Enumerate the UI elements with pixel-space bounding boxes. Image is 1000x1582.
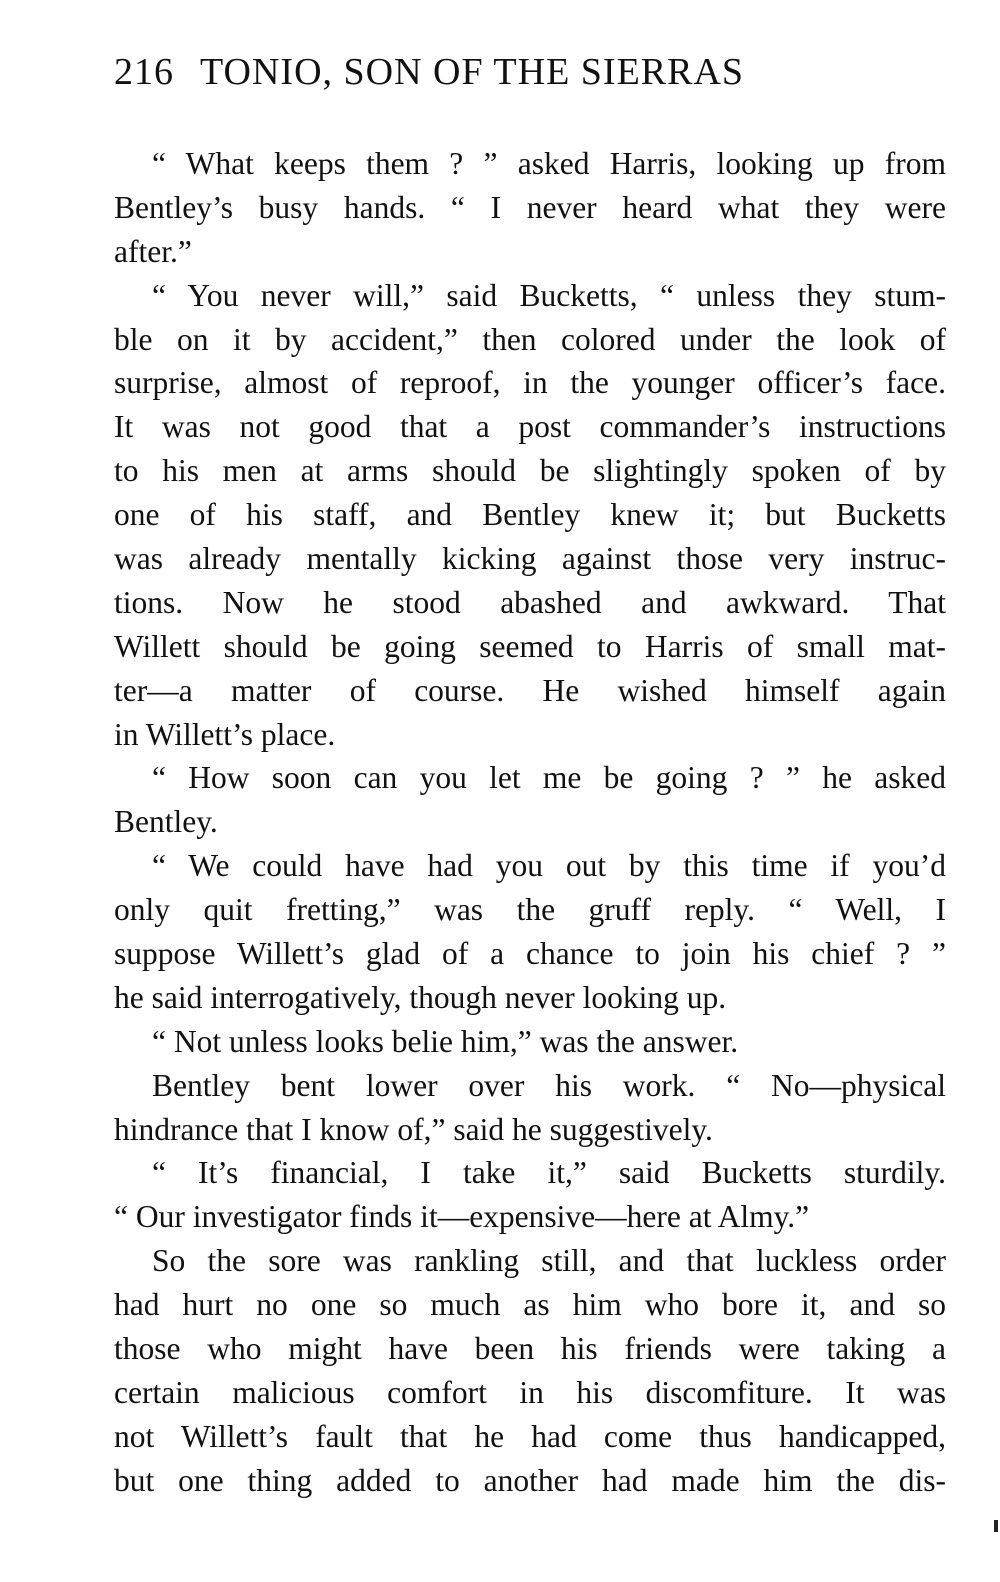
text-line: “ You never will,” said Bucketts, “ unless they stum- <box>152 277 946 313</box>
text-line: It was not good that a post commander’s instructions <box>114 409 946 445</box>
text-line: suppose Willett’s glad of a chance to join his chief ? ” <box>114 936 946 972</box>
text-line: had hurt no one so much as him who bore it, and so <box>114 1287 946 1323</box>
text-line: he said interrogatively, though never looking up. <box>114 979 727 1015</box>
body-text <box>114 142 946 1503</box>
page-number: 216 <box>114 51 174 93</box>
text-line: So the sore was rankling still, and that luckless order <box>152 1243 946 1279</box>
text-line: not Willett’s fault that he had come thus handicapped, <box>114 1418 946 1454</box>
text-line: was already mentally kicking against those very instruc- <box>114 541 946 577</box>
text-line: Willett should be going seemed to Harris of small mat- <box>114 628 946 664</box>
text-line: surprise, almost of reproof, in the younger officer’s face. <box>114 365 946 401</box>
text-line: Bentley bent lower over his work. “ No—physical <box>152 1067 946 1103</box>
scan-mark <box>994 1520 998 1532</box>
text-line: Bentley’s busy hands. “ I never heard what they were <box>114 189 946 225</box>
text-line: ter—a matter of course. He wished himself again <box>114 672 946 708</box>
text-line: in Willett’s place. <box>114 716 336 752</box>
text-line: “ How soon can you let me be going ? ” he asked <box>152 760 946 796</box>
text-line: “ Not unless looks belie him,” was the answer. <box>152 1023 739 1059</box>
text-line: “ What keeps them ? ” asked Harris, looking up from <box>152 146 946 181</box>
text-line: Bentley. <box>114 804 218 840</box>
text-line: but one thing added to another had made him the dis- <box>114 1462 946 1498</box>
text-line: after.” <box>114 233 192 269</box>
running-head <box>114 50 874 94</box>
text-line: only quit fretting,” was the gruff reply. “ Well, I <box>114 892 946 928</box>
text-line: those who might have been his friends were taking a <box>114 1331 946 1367</box>
running-title: TONIO, SON OF THE SIERRAS <box>200 51 745 93</box>
text-line: hindrance that I know of,” said he suggestively. <box>114 1111 713 1147</box>
text-line: to his men at arms should be slightingly spoken of by <box>114 453 946 489</box>
text-line: “ Our investigator finds it—expensive—here at Almy.” <box>114 1199 810 1235</box>
text-line: “ It’s financial, I take it,” said Bucketts sturdily. <box>152 1155 946 1191</box>
text-line: tions. Now he stood abashed and awkward. That <box>114 584 946 620</box>
text-line: “ We could have had you out by this time if you’d <box>152 848 946 884</box>
text-line: certain malicious comfort in his discomfiture. It was <box>114 1374 946 1410</box>
text-line: one of his staff, and Bentley knew it; but Bucketts <box>114 497 946 533</box>
text-line: ble on it by accident,” then colored under the look of <box>114 321 946 357</box>
